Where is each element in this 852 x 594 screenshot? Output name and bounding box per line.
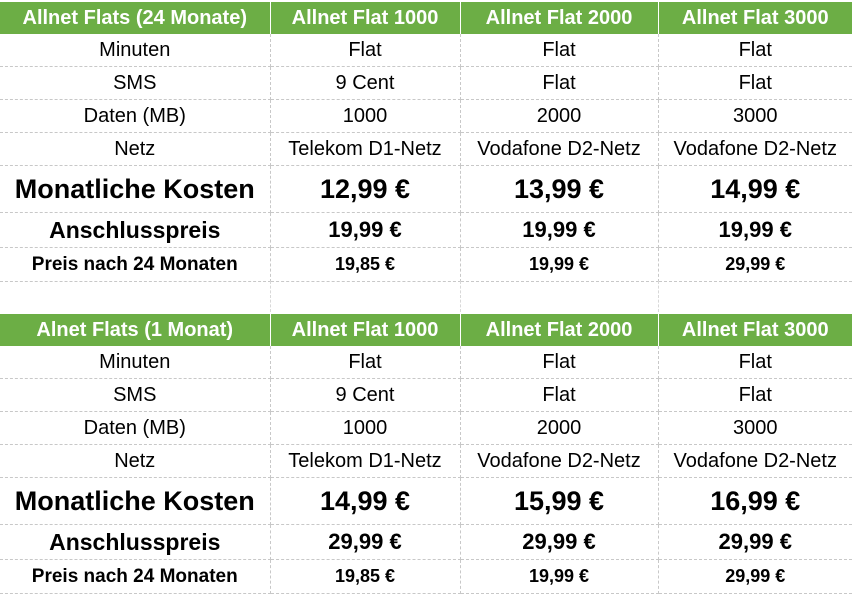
header-cell-title: Allnet Flats (24 Monate)	[0, 2, 270, 34]
row-label: Daten (MB)	[0, 412, 270, 445]
price-cell: 14,99 €	[658, 166, 852, 213]
row-label: Monatliche Kosten	[0, 478, 270, 525]
row-anschlusspreis	[0, 213, 852, 248]
table-header-row	[0, 314, 852, 346]
row-sms	[0, 67, 852, 100]
table-cell: Flat	[270, 34, 460, 67]
price-cell: 29,99 €	[270, 525, 460, 560]
price-cell: 14,99 €	[270, 478, 460, 525]
row-monatliche-kosten	[0, 478, 852, 525]
table-cell: Flat	[658, 346, 852, 379]
price-cell: 19,85 €	[270, 560, 460, 594]
row-minuten	[0, 34, 852, 67]
row-daten	[0, 412, 852, 445]
table-cell: 9 Cent	[270, 67, 460, 100]
table-cell: Vodafone D2-Netz	[460, 133, 658, 166]
table-cell: Vodafone D2-Netz	[658, 133, 852, 166]
row-netz	[0, 133, 852, 166]
price-cell: 19,99 €	[658, 213, 852, 248]
row-daten	[0, 100, 852, 133]
row-preis-24-monate	[0, 560, 852, 594]
table-cell: Telekom D1-Netz	[270, 445, 460, 478]
table-cell: 3000	[658, 100, 852, 133]
row-label: Preis nach 24 Monaten	[0, 560, 270, 594]
row-netz	[0, 445, 852, 478]
price-cell: 29,99 €	[658, 525, 852, 560]
row-label: Anschlusspreis	[0, 213, 270, 248]
price-cell: 15,99 €	[460, 478, 658, 525]
row-preis-24-monate	[0, 248, 852, 282]
row-label: Minuten	[0, 34, 270, 67]
table-cell: Flat	[658, 67, 852, 100]
table-cell: Flat	[658, 379, 852, 412]
header-cell-title: Alnet Flats (1 Monat)	[0, 314, 270, 346]
header-cell-plan: Allnet Flat 1000	[270, 2, 460, 34]
row-sms	[0, 379, 852, 412]
row-minuten	[0, 346, 852, 379]
price-cell: 29,99 €	[460, 525, 658, 560]
header-cell-plan: Allnet Flat 3000	[658, 2, 852, 34]
row-label: SMS	[0, 379, 270, 412]
table-spacer	[0, 281, 852, 312]
row-label: Preis nach 24 Monaten	[0, 248, 270, 282]
price-cell: 19,99 €	[460, 560, 658, 594]
table-cell: Flat	[460, 34, 658, 67]
price-cell: 16,99 €	[658, 478, 852, 525]
table-cell: Vodafone D2-Netz	[460, 445, 658, 478]
price-cell: 19,99 €	[460, 213, 658, 248]
row-label: Monatliche Kosten	[0, 166, 270, 213]
table-cell: 1000	[270, 412, 460, 445]
row-label: Netz	[0, 445, 270, 478]
price-cell: 29,99 €	[658, 560, 852, 594]
table-cell: 2000	[460, 412, 658, 445]
row-anschlusspreis	[0, 525, 852, 560]
header-cell-plan: Allnet Flat 1000	[270, 314, 460, 346]
table-header-row	[0, 2, 852, 34]
row-label: SMS	[0, 67, 270, 100]
table-cell: 2000	[460, 100, 658, 133]
price-cell: 19,85 €	[270, 248, 460, 282]
row-label: Netz	[0, 133, 270, 166]
table-cell: Flat	[460, 67, 658, 100]
tariff-table-24-months	[0, 2, 852, 282]
row-label: Anschlusspreis	[0, 525, 270, 560]
table-cell: Flat	[270, 346, 460, 379]
header-cell-plan: Allnet Flat 2000	[460, 2, 658, 34]
table-cell: Vodafone D2-Netz	[658, 445, 852, 478]
price-cell: 19,99 €	[460, 248, 658, 282]
table-cell: 3000	[658, 412, 852, 445]
price-cell: 12,99 €	[270, 166, 460, 213]
table-cell: Flat	[460, 346, 658, 379]
tariff-table-1-month	[0, 314, 852, 594]
header-cell-plan: Allnet Flat 2000	[460, 314, 658, 346]
price-cell: 13,99 €	[460, 166, 658, 213]
header-cell-plan: Allnet Flat 3000	[658, 314, 852, 346]
table-cell: Flat	[658, 34, 852, 67]
table-cell: Flat	[460, 379, 658, 412]
price-cell: 19,99 €	[270, 213, 460, 248]
row-label: Minuten	[0, 346, 270, 379]
row-monatliche-kosten	[0, 166, 852, 213]
table-cell: 9 Cent	[270, 379, 460, 412]
table-cell: 1000	[270, 100, 460, 133]
table-cell: Telekom D1-Netz	[270, 133, 460, 166]
row-label: Daten (MB)	[0, 100, 270, 133]
price-cell: 29,99 €	[658, 248, 852, 282]
